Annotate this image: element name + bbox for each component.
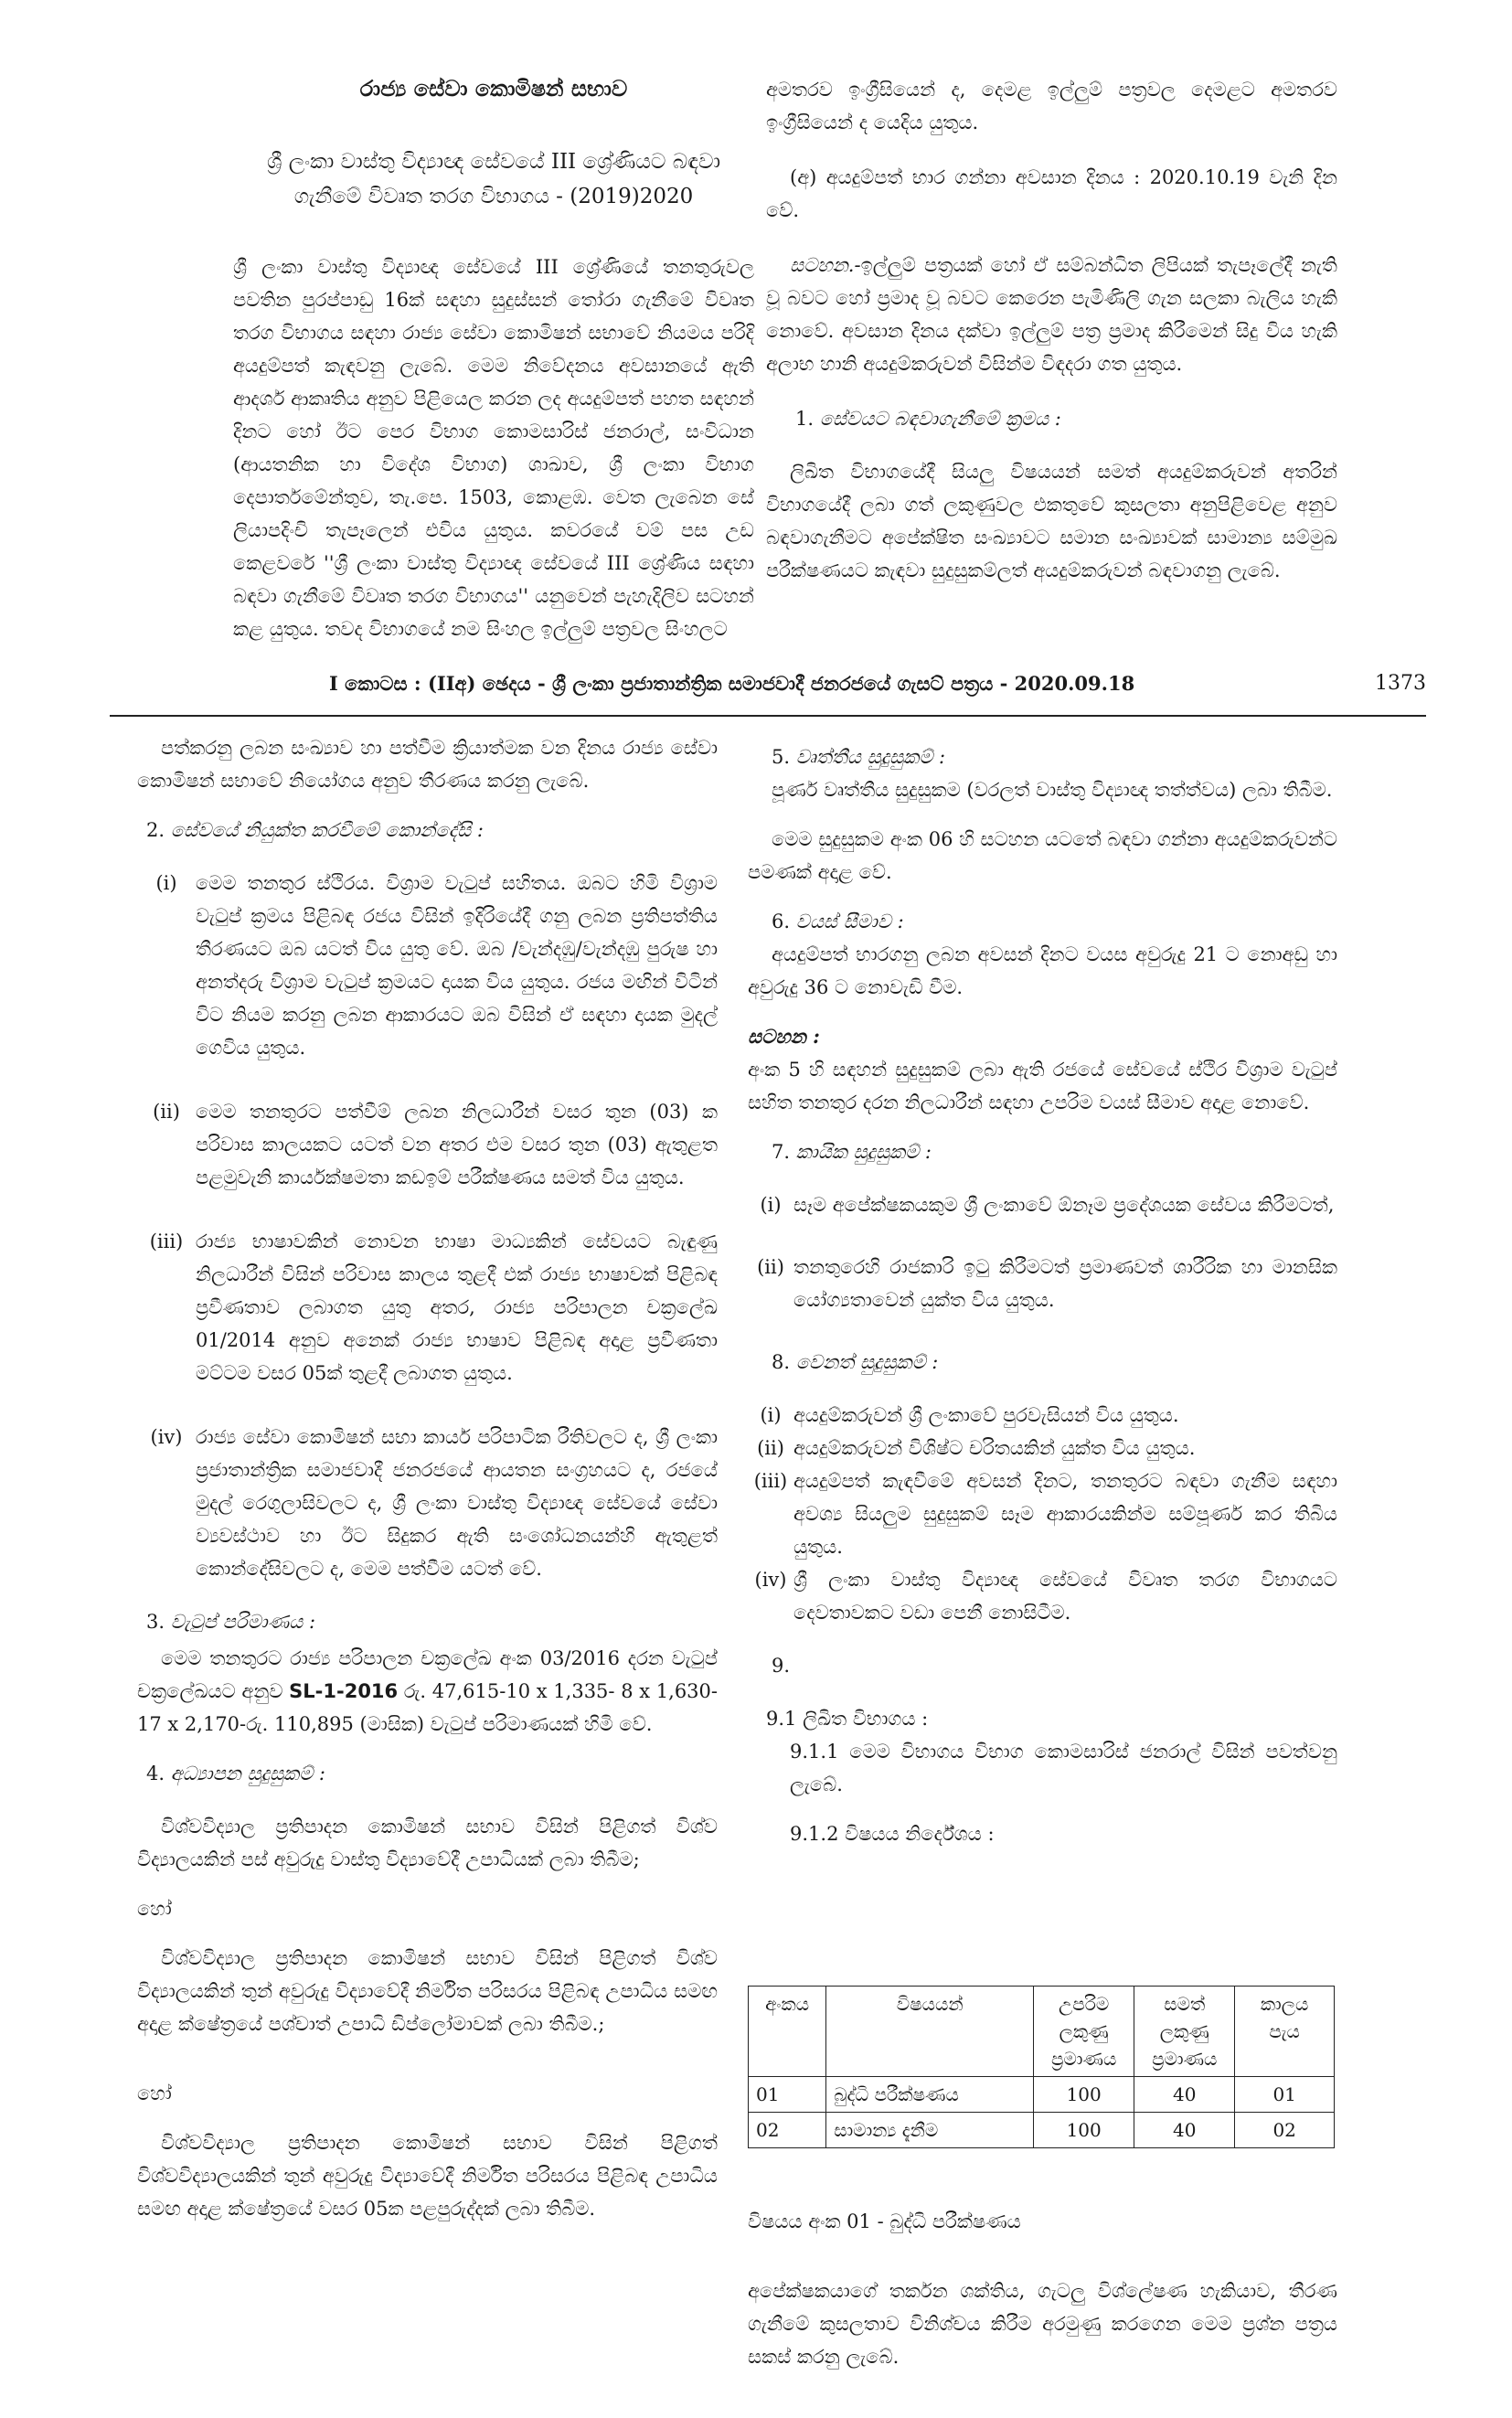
page-number: 1373 xyxy=(1375,672,1426,695)
notice-title: රාජ්‍ය සේවා කොමිෂන් සභාව xyxy=(359,75,628,101)
education-option-3: විශ්වවිද්‍යාල ප්‍රතිපාදන කොමිෂන් සභාව විසින් පිළිගත් විශ්වවිද්‍යාලයකින් තුන් අවුරුදු විද්‍යාවේදී නිර්මිත පරිසරය පිළිබඳ උපාධිය සමඟ අදාළ ක්ෂේත්‍රයේ වසර 05ක පළපුරුද්දක් ලබා තිබීම. xyxy=(137,2132,718,2220)
age-note-label: සටහන : xyxy=(748,1025,820,1048)
table-row: 01 බුද්ධි පරීක්ෂණය 100 40 01 xyxy=(749,2077,1335,2113)
lower-left-column xyxy=(137,731,718,2242)
section-4-heading: 4. අධ්‍යාපන සුදුසුකම් : xyxy=(146,1763,325,1784)
condition-item-3: (iii) රාජ්‍ය භාෂාවකින් නොවන භාෂා මාධ්‍යකින් සේවයට බැඳුණු නිලධාරීන් විසින් පරිවාස කාලය තුළදී එක් රාජ්‍ය භාෂාවක් පිළිබඳ ප්‍රවීණතාව ලබාගත යුතු අතර, රාජ්‍ය පරිපාලන චක්‍රලේඛ 01/2014 අනුව අනෙක් රාජ්‍ය භාෂාව පිළිබඳ අදාළ ප්‍රවීණතා මට්ටම වසර 05ක් තුළදී ලබාගත යුතුය. xyxy=(149,1230,718,1384)
condition-item-2: (ii) මෙම තනතුරට පත්වීම් ලබන නිලධාරීන් වසර තුන (03) ක පරිවාස කාලයකට යටත් වන අතර එම වසර තුන (03) ඇතුළත පළමුවැනි කාර්යක්ෂමතා කඩඉම් පරීක්ෂණය සමත් විය යුතුය. xyxy=(153,1101,718,1188)
appointment-intro: පත්කරනු ලබන සංඛ්‍යාව හා පත්වීම ක්‍රියාත්මක වන දිනය රාජ්‍ය සේවා කොමිෂන් සභාවේ නියෝගය අනුව තීරණය කරනු ලැබේ. xyxy=(137,737,718,792)
lower-right-column xyxy=(748,731,1337,1850)
header-subject: විෂයයන් xyxy=(826,1987,1034,2077)
section-5-heading: 5. වෘත්තීය සුදුසුකම් : xyxy=(772,746,946,768)
other-item-4: (iv) ශ්‍රී ලංකා වාස්තු විද්‍යාඥ සේවයේ විවෘත තරග විභාගයට දෙවතාවකට වඩා පෙනී නොසිටීම. xyxy=(754,1569,1337,1624)
syllabus-table xyxy=(748,1986,1335,2148)
running-head xyxy=(110,672,1426,708)
section-1-heading: 1. සේවයට බඳවාගැනීමේ ක්‍රමය : xyxy=(795,408,1061,430)
or-separator-1: හෝ xyxy=(137,1898,172,1920)
written-exam-heading: 9.1 ලිඛිත විභාගය : xyxy=(766,1708,929,1730)
condition-item-4: (iv) රාජ්‍ය සේවා කොමිෂන් සභා කාර්ය පරිපාටික රීතිවලට ද, ශ්‍රී ලංකා ප්‍රජාතාන්ත්‍රික සමාජවාදී ජනරජයේ ආයතන සංග්‍රහයට ද, රජයේ මුදල් රෙගුලාසිවලට ද, ශ්‍රී ලංකා වාස්තු විද්‍යාඥ සේවයේ සේවා ව්‍යවස්ථාව හා ඊට සිදුකර ඇති සංශෝධනයන්හි ඇතුළත් කොන්දේසිවලට ද, මෙම පත්වීම යටත් වේ. xyxy=(150,1426,718,1580)
or-separator-2: හෝ xyxy=(137,2082,172,2104)
section-2-heading: 2. සේවයේ නියුක්ත කරවීමේ කොන්දේසි : xyxy=(146,819,484,841)
section-3-heading: 3. වැටුප් පරිමාණය : xyxy=(146,1611,316,1633)
other-item-3: (iii) අයදුම්පත් කැඳවීමේ අවසන් දිනට, තනතුරට බඳවා ගැනීම සඳහා අවශ්‍ය සියලුම සුදුසුකම් සෑම ආකාරයකින්ම සම්පූර්ණ කර තිබිය යුතුය. xyxy=(753,1470,1337,1558)
header-max-marks: උපරිම ලකුණු ප්‍රමාණය xyxy=(1034,1987,1134,2077)
table-row: 02 සාමාන්‍ය දැනීම 100 40 02 xyxy=(749,2113,1335,2148)
header-number: අංකය xyxy=(749,1987,826,2077)
section-9-number: 9. xyxy=(772,1655,791,1677)
exam-conducted-by: 9.1.1 මෙම විභාගය විභාග කොමසාරිස් ජනරාල් විසින් පවත්වනු ලැබේ. xyxy=(790,1741,1337,1795)
note-label: සටහන.- xyxy=(790,254,861,276)
other-item-2: (ii) අයදුම්කරුවන් විශිෂ්ට චරිතයකින් යුක්ත විය යුතුය. xyxy=(757,1437,1196,1459)
notice-subtitle: ශ්‍රී ලංකා වාස්තු විද්‍යාඥ සේවයේ III ශ්‍රේණියට බඳවා ගැනීමේ විවෘත තරග විභාගය - (2019)2020 xyxy=(266,150,721,208)
subject-1-text: අපේක්ෂකයාගේ තර්කන ශක්තිය, ගැටලු විශ්ලේෂණ හැකියාව, තීරණ ගැනීමේ කුසලතාව විනිශ්චය කිරීම අරමුණු කරගෙන මෙම ප්‍රශ්න පත්‍රය සකස් කරනු ලැබේ. xyxy=(748,2280,1337,2368)
age-note-text: අංක 5 හි සඳහන් සුදුසුකම් ලබා ඇති රජයේ සේවයේ ස්ථිර විශ්‍රාම වැටුප් සහිත තනතුර දරන නිලධාරීන් සඳහා උපරිම වයස් සීමාව අදාළ නොවේ. xyxy=(748,1059,1337,1113)
header-pass-marks: සමත් ලකුණු ප්‍රමාණය xyxy=(1134,1987,1235,2077)
section-8-heading: 8. වෙනත් සුදුසුකම් : xyxy=(772,1351,939,1373)
age-limit-text: අයදුම්පත් භාරගනු ලබන අවසන් දිනට වයස අවුරුදු 21 ට නොඅඩු හා අවුරුදු 36 ට නොවැඩි වීම. xyxy=(748,943,1337,998)
education-option-1: විශ්වවිද්‍යාල ප්‍රතිපාදන කොමිෂන් සභාව විසින් පිළිගත් විශ්ව විද්‍යාලයකින් පස් අවුරුදු වාස්තු විද්‍යාවේදී උපාධියක් ලබා තිබීම; xyxy=(137,1816,718,1870)
top-right-column xyxy=(766,73,1337,603)
education-option-2: විශ්වවිද්‍යාල ප්‍රතිපාදන කොමිෂන් සභාව විසින් පිළිගත් විශ්ව විද්‍යාලයකින් තුන් අවුරුදු විද්‍යාවේදී නිර්මිත පරිසරය පිළිබඳ උපාධිය සමඟ අදාළ ක්ෂේත්‍රයේ පශ්චාත් උපාධි ඩිප්ලෝමාවක් ලබා තිබීම.; xyxy=(137,1947,718,2035)
other-item-1: (i) අයදුම්කරුවන් ශ්‍රී ලංකාවේ පුරවැසියන් විය යුතුය. xyxy=(760,1404,1179,1426)
subject-1-heading: විෂයය අංක 01 - බුද්ධි පරීක්ෂණය xyxy=(748,2210,1021,2232)
language-paragraph: අමතරව ඉංග්‍රීසියෙන් ද, දෙමළ ඉල්ලුම් පත්‍රවල දෙමළට අමතරව ඉංග්‍රීසියෙන් ද යෙදිය යුතුය. xyxy=(766,79,1337,133)
section-6-heading: 6. වයස් සීමාව : xyxy=(772,911,904,932)
top-note: සටහන.-ඉල්ලුම් පත්‍රයක් හෝ ඒ සම්බන්ධිත ලිපියක් තැපෑලේදී නැති වූ බවට හෝ ප්‍රමාද වූ බවට කෙරෙන පැමිණිලි ගැන සලකා බැලිය හැකි නොවේ. අවසාන දිනය දක්වා ඉල්ලුම් පත්‍ර ප්‍රමාද කිරීමෙන් සිදු විය හැකි අලාභ හානි අයදුම්කරුවන් විසින්ම විඳදරා ගත යුතුය. xyxy=(766,254,1337,375)
salary-code: SL-1-2016 xyxy=(289,1680,399,1702)
gazette-header: I කොටස : (IIඅ) ඡෙදය - ශ්‍රී ලංකා ප්‍රජාතාන්ත්‍රික සමාජවාදී ජනරජයේ ගැසට් පත්‍රය - 2020.09.18 xyxy=(329,672,1135,695)
subject-description xyxy=(748,2205,1337,2390)
physical-item-2: (ii) තනතුරෙහි රාජකාරි ඉටු කිරීමටත් ප්‍රමාණවත් ශාරීරික හා මානසික යෝග්‍යතාවෙන් යුක්ත විය යුතුය. xyxy=(757,1256,1337,1311)
physical-item-1: (i) සෑම අපේක්ෂකයකුම ශ්‍රී ලංකාවේ ඕනෑම ප්‍රදේශයක සේවය කිරීමටත්, xyxy=(760,1194,1335,1216)
section-1-text: ලිඛිත විභාගයේදී සියලු විෂයයන් සමත් අයදුම්කරුවන් අතරින් විභාගයේදී ලබා ගත් ලකුණුවල එකතුවේ කුසලතා අනුපිළිවෙළ අනුව බඳවාගැනීමට අපේක්ෂිත සංඛ්‍යාවට සමාන සංඛ්‍යාවක් සාමාන්‍ය සම්මුඛ පරීක්ෂණයට කැඳවා සුදුසුකම්ලත් අයදුම්කරුවන් බඳවාගනු ලැබේ. xyxy=(766,461,1337,581)
intro-paragraph: ශ්‍රී ලංකා වාස්තු විද්‍යාඥ සේවයේ III ශ්‍රේණියේ තනතුරුවල පවතින පුරප්පාඩු 16ක් සඳහා සුදුස්සන් තෝරා ගැනීමේ විවෘත තරග විභාගය සඳහා රාජ්‍ය සේවා කොමිෂන් සභාවේ නියමය පරිදි අයදුම්පත් කැඳවනු ලැබේ. මෙම නිවේදනය අවසානයේ ඇති ආදර්ශ ආකෘතිය අනුව පිළියෙල කරන ලද අයදුම්පත් පහත සඳහන් දිනට හෝ ඊට පෙර විභාග කොමසාරිස් ජනරාල්, සංවිධාන (ආයතනික හා විදේශ විභාග) ශාඛාව, ශ්‍රී ලංකා විභාග දෙපාර්තමේන්තුව, තැ.පෙ. 1503, කොළඹ. වෙත ලැබෙන සේ ලියාපදිංචි තැපෑලෙන් එවිය යුතුය. කවරයේ වම් පස උඩ කෙළවරේ ''ශ්‍රී ලංකා වාස්තු විද්‍යාඥ සේවයේ III ශ්‍රේණිය සඳහා බඳවා ගැනීමේ විවෘත තරග විභාගය'' යනුවෙන් පැහැදිලිව සටහන් කළ යුතුය. තවද විභාගයේ නම සිංහල ඉල්ලුම් පත්‍රවල සිංහලට xyxy=(233,256,754,640)
section-7-heading: 7. කායික සුදුසුකම් : xyxy=(772,1141,932,1163)
condition-item-1: (i) මෙම තනතුර ස්ථිරය. විශ්‍රාම වැටුප් සහිතය. ඔබට හිමි විශ්‍රාම වැටුප් ක්‍රමය පිළිබඳ රජය විසින් ඉදිරියේදී ගනු ලබන ප්‍රතිපත්තිය තීරණයට ඔබ යටත් විය යුතු වේ. ඔබ /වැන්දඹු/වැන්දඹු පුරුෂ හා අනත්දරු විශ්‍රාම වැටුප් ක්‍රමයට දායක විය යුතුය. රජය මඟින් විටින් විට නියම කරනු ලබන ආකාරයට ඔබ විසින් ඒ සඳහා දායක මුදල් ගෙවිය යුතුය. xyxy=(155,872,718,1059)
table-header-row xyxy=(749,1987,1335,2077)
professional-qualification-note: මෙම සුදුසුකම අංක 06 හි සටහන යටතේ බඳවා ගන්නා අයදුම්කරුවන්ට පමණක් අදාළ වේ. xyxy=(748,828,1337,883)
syllabus-heading: 9.1.2 විෂයය නිර්දේශය : xyxy=(790,1823,995,1845)
professional-qualification: පූර්ණ වෘත්තීය සුදුසුකම (වරලත් වාස්තු විද්‍යාඥ තත්ත්වය) ලබා තිබීම. xyxy=(772,779,1333,801)
header-duration: කාලය පැය xyxy=(1235,1987,1335,2077)
header-rule xyxy=(110,715,1426,717)
top-left-column xyxy=(233,73,754,662)
salary-scale-text: මෙම තනතුරට රාජ්‍ය පරිපාලන චක්‍රලේඛ අංක 03/2016 දරන වැටුප් චක්‍රලේඛයට අනුව SL-1-2016 රු. 47,615-10 x 1,335- 8 x 1,630- 17 x 2,170-රු. 110,895 (මාසික) වැටුප් පරිමාණයක් හිමි වේ. xyxy=(137,1647,718,1735)
closing-date-paragraph: (අ) අයදුම්පත් භාර ගන්නා අවසාන දිනය : 2020.10.19 වැනි දින වේ. xyxy=(766,166,1337,221)
